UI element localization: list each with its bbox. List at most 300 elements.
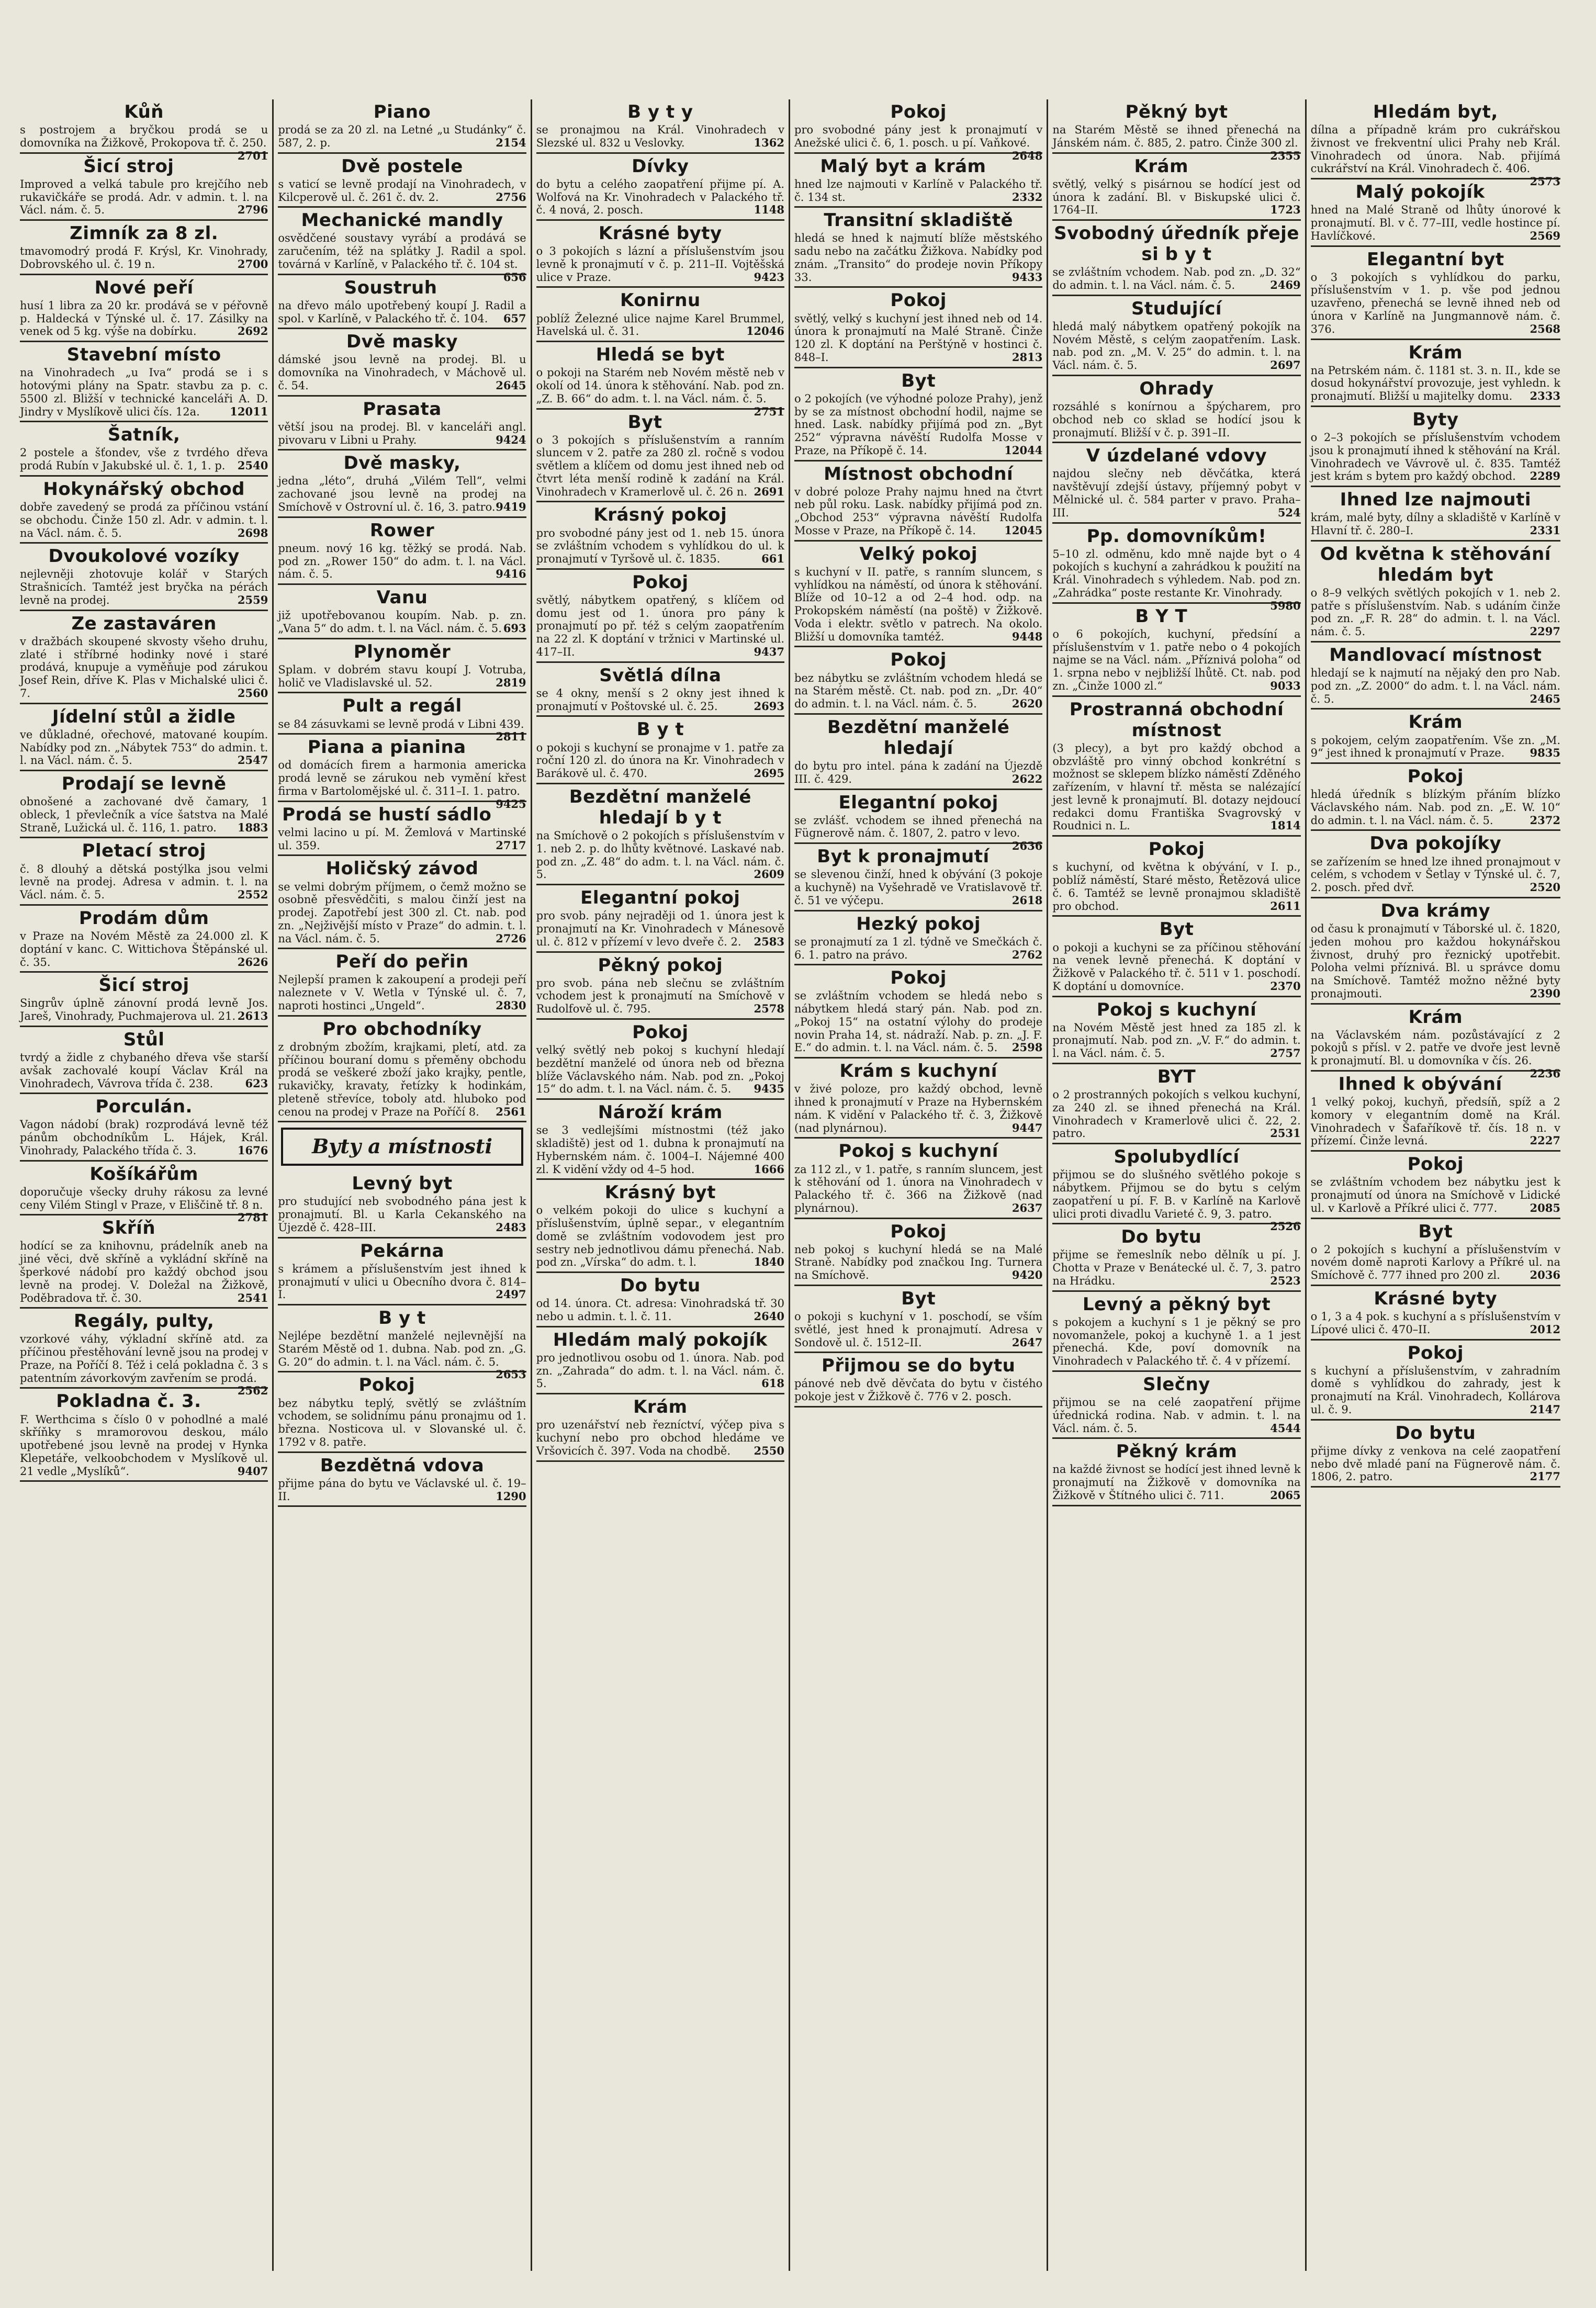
classified-ad [1311,340,1560,407]
classified-ad [20,422,268,477]
ad-text: vzorkové váhy, výkladní skříně atd. za příčinou přestěhování levně jsou na prodej v Praze, na Poříčí 8. Též i celá pokladna č. 3 s patentním závorkovým zavřením se prodá. 2562 [20,1333,268,1398]
ad-text: se zvláštním vchodem se hledá nebo s nábytkem hledá starý pán. Nab. pod zn. „Pokoj 15“ na ostatní výlohy do prodeje novin Praha 14, st. nádraží. Nab. p. zn. „J. F. E.“ do admin. t. l. na Václ. nám. č. 5. 2598 [794,989,1043,1054]
ad-text: ve důkladné, ořechové, matované koupím. Nabídky pod zn. „Nábytek 753“ do admin. t. l. na Václ. nám. č. 5. 2547 [20,728,268,767]
ad-column [790,99,1048,2271]
classified-ad [278,154,526,208]
classified-ad [20,704,268,771]
ad-text: se pronajmutí za 1 zl. týdně ve Smečkách č. 6. 1. patro na právo. 2762 [794,935,1043,961]
ad-number: 2562 [237,1384,268,1398]
ad-text: z drobným zbožím, krajkami, pletí, atd. za příčinou bouraní domu s přeměny obchodu prodá se veškeré zboží jako krajky, pentle, rukavičky, kravaty, řetízky k hodinkám, pleteně střevíce, toboly atd. hluboko pod cenou na prodej v Praze na Poříčí 8. 2561 [278,1040,526,1118]
classified-ad [536,1020,784,1100]
ad-number: 2726 [496,931,526,945]
classified-ad [1052,1372,1300,1439]
ad-text: na každé živnost se hodící jest ihned levně k pronajmutí na Žižkově v domovníka na Žižkově v Štítného ulici č. 711. 2065 [1052,1463,1301,1502]
ad-heading: Pokoj [1148,839,1205,860]
ad-text: světlý, velký s kuchyní jest ihned neb od 14. února k pronajmutí na Malé Straně. Činže 120 zl. K doptání na Perštýně v hostinci č. 848–I. 2813 [794,312,1043,364]
classified-ad [536,1327,784,1394]
ad-heading: Hledám malý pokojík [553,1329,768,1350]
ad-heading: Pult a regál [342,695,462,717]
ad-text: na Novém Městě jest hned za 185 zl. k pronajmutí. Nab. pod zn. „V. F.“ do admin. t. l. na Václ. nám. č. 5. 2757 [1052,1021,1301,1060]
section-banner: Byty a místnosti [281,1128,523,1166]
ad-text: č. 8 dlouhý a dětská postýlka jsou velmi levně na prodej. Adresa v admin. t. l. na Václ. nám. č. 5. 2552 [20,862,268,902]
ad-number: 2578 [754,1002,784,1016]
classified-ad [794,1286,1042,1353]
ad-heading: Transitní skladiště [824,210,1014,231]
ad-text: s pokojem, celým zaopatřením. Vše zn. „M. 9“ jest ihned k pronajmutí v Praze. 9835 [1310,734,1560,760]
ad-text: v živé poloze, pro každý obchod, levně ihned k pronajmutí v Praze na Hybernském nám. K vidění v Palackého tř. č. 3, Žižkově (nad plynárnou). 9447 [794,1083,1043,1134]
ad-text: s kuchyní v II. patře, s ranním sluncem, s vyhlídkou na náměstí, od února k stěhování. Blíže od 10–12 a od 2–4 hod. odp. na Prokopském náměstí (na poště) v Žižkově. Voda i elektr. světlo v patrech. Na okolo. Bližší u domovníka tamtéž. 9448 [794,565,1043,643]
ad-number: 2697 [1270,358,1301,372]
ad-heading: Dvoukolové vozíky [48,546,240,567]
ad-heading: Skříň [102,1218,156,1239]
ad-heading: Hledám byt, [1373,102,1498,122]
ad-heading: Krásné byty [598,223,722,244]
ad-text: pro svobodné pány jest k pronajmutí v Anežské ulici č. 6, 1. posch. u pí. Vaňkové. 2648 [794,123,1043,162]
classified-ad [20,1389,268,1482]
classified-ad [1052,524,1301,612]
ad-number: 2540 [237,459,268,472]
classified-ad [1311,1219,1560,1286]
ad-text: od času k pronajmutí v Táborské ul. č. 1820, jeden mohou pro každou hokynářskou živnost, druhý pro řeznický upotřebit. Poloha velmi příznivá. Bl. u správce domu na Smíchově. Tamtéž možno něžné byty pronajmouti. 2390 [1310,922,1560,1000]
ad-text: s pokojem a kuchyní s 1 je pěkný se pro novomanžele, pokoj a kuchyně 1. a 1 jest přenechá. Kde, poví domovník na Vinohradech v Palackého tř. č. 4 v přízemí. [1052,1315,1301,1368]
ad-heading: Malý pokojík [1355,182,1485,203]
ad-heading: Ihned k obývání [1338,1073,1502,1095]
classified-ad [1311,1341,1560,1421]
ad-number: 661 [761,552,784,566]
ad-number: 1814 [1270,819,1301,832]
ad-text: 1 velký pokoj, kuchyň, předsíň, spíž a 2 komory v elegantním domě na Král. Vinohradech v Šafaříkově tř. čís. 18 n. v přízemí. Činže levná. 2227 [1310,1096,1560,1147]
ad-heading: Piana a pianina [307,737,466,758]
ad-number: 2636 [1011,839,1043,853]
classified-ad [278,99,526,154]
ad-number: 2569 [1530,229,1560,242]
ad-number: 2613 [237,1009,268,1023]
ad-text: prodá se za 20 zl. na Letné „u Studánky“ č. 587, 2. p. 2154 [278,123,526,149]
ad-number: 656 [503,270,526,284]
ad-heading: Pokoj [890,290,947,311]
ad-text: na Petrském nám. č. 1181 st. 3. n. II., kde se dosud hokynářství provozuje, jest vyhledn. k pronajmutí. Bližší u majitelky domu. 2333 [1310,364,1560,403]
classified-ad [1052,154,1300,221]
ad-number: 2483 [496,1220,526,1234]
ad-heading: Prodám dům [78,907,209,929]
classified-ad [278,1017,526,1123]
ad-text: 2 postele a šťondev, vše z tvrdého dřeva prodá Rubín v Jakubské ul. č. 1, 1. p. 2540 [20,446,268,472]
ad-number: 1723 [1270,203,1301,217]
ad-number: 9420 [1011,1268,1043,1282]
ad-text: o velkém pokoji do ulice s kuchyní a příslušenstvím, úplně separ., v elegantním domě se zvláštním vodovodem jest pro sestry neb jednotlivou dámu přenechá. Nab. pod zn. „Vírska“ do adm. t. l. 1840 [536,1204,784,1269]
ad-number: 2561 [496,1105,526,1118]
ad-heading: Piano [373,102,431,122]
ad-number: 2781 [237,1211,268,1224]
ad-heading: Byt [1159,919,1194,940]
ad-text: najdou slečny neb děvčátka, která navštěvují zdejší ústavy, příjemný pobyt v Mělnické ul. č. 584 parter v pravo. Praha–III. 524 [1052,467,1301,519]
ad-heading: Peří do peřin [335,951,469,973]
ad-heading: Levný byt [352,1173,453,1195]
page-edge-strip [1575,99,1596,518]
ad-number: 1290 [496,1489,526,1503]
ad-number: 2227 [1530,1134,1560,1147]
classified-ad [794,208,1042,288]
ad-heading: Pokoj [890,649,947,671]
ad-number: 2541 [237,1291,268,1304]
ad-number: 2813 [1011,350,1043,364]
classified-ad [536,1180,784,1273]
ad-text: světlý, nábytkem opatřený, s klíčem od domu jest od 1. února pro pány k pronajmutí po př. též s celým zaopatřením na 22 zl. K doptání v tržnici v Martinské ul. 417–II. 9437 [536,593,784,659]
classified-ad [278,1372,526,1453]
classified-ad [794,965,1042,1059]
classified-ad [278,639,526,694]
ad-text: o 3 pokojích s příslušenstvím a ranním sluncem v 2. patře za 280 zl. ročně s vodou světlem a klíčem od domu jest ihned neb od čtvrt léta menší rodině k zadání na Král. Vinohradech v Kramerlově ul. č. 26 n. 2691 [536,433,784,498]
ad-text: rozsáhlé s konírnou a špýcharem, pro obchod neb co sklad se hodící jsou k pronajmutí. Bližší v č. p. 391–II. [1052,400,1301,439]
ad-heading: Dva krámy [1380,900,1491,921]
ad-number: 2372 [1530,813,1560,827]
ad-heading: V úzdelané vdovy [1086,445,1267,467]
ad-text: se 3 vedlejšími místnostmi (též jako skladiště) jest od 1. dubna k pronajmutí na Hybernském nám. č. 1004–I. Nájemné 400 zl. K vidění vždy od 4–5 hod. 1666 [536,1124,784,1176]
ad-number: 2520 [1530,881,1560,894]
ad-heading: Pokoj [632,571,689,593]
ad-number: 12011 [230,404,268,418]
classified-ad [1052,376,1300,443]
ad-text: se zvláštním vchodem. Nab. pod zn. „D. 32“ do admin. t. l. na Václ. nám. č. 5. 2469 [1052,266,1301,292]
classified-ad [278,802,526,857]
ad-text: již upotřebovanou koupím. Nab. p. zn. „Vana 5“ do adm. t. l. na Václ. nám. č. 5. 693 [278,609,526,635]
ad-heading: BYT [1157,1066,1196,1087]
classified-ad [794,1353,1042,1408]
classified-ad [794,790,1043,853]
ad-text: do bytu a celého zaopatření přijme pí. A. Wolfová na Kr. Vinohradech v Palackého tř. č. 4 nová, 2. posch. 1148 [536,177,784,217]
ad-number: 2756 [496,190,526,204]
classified-ad [1052,1292,1300,1372]
classified-ad [1052,697,1300,837]
ad-text: dílna a případně krám pro cukrářskou živnost ve frekventní ulici Prahy neb Král. Vinohradech od února. Nab. přijímá cukrářství na Král. Vinohradech č. 406. 2573 [1310,123,1560,188]
ad-number: 2622 [1011,772,1043,785]
classified-ad [278,275,526,330]
classified-ad [20,342,268,422]
ad-heading: B y t [378,1308,426,1329]
ad-heading: Byt [1418,1221,1453,1242]
ad-text: o 1, 3 a 4 pok. s kuchyní a s příslušenstvím v Lípové ulici č. 470–II. 2012 [1310,1310,1560,1336]
ad-number: 2331 [1530,523,1560,537]
ad-text: na dřevo málo upotřebený koupí J. Radil a spol. v Karlíně, v Palackého tř. č. 104. 657 [278,299,526,325]
ad-heading: Dívky [632,155,689,177]
ad-number: 2701 [237,149,268,162]
ad-number: 1666 [754,1162,784,1176]
ad-number: 2560 [237,686,268,700]
ad-heading: Dva pokojíky [1369,833,1502,854]
classified-ad [794,99,1043,162]
ad-heading: Místnost obchodní [824,463,1014,485]
ad-number: 2819 [496,675,526,689]
ad-heading: Konirnu [620,290,701,311]
classified-ad [1052,604,1300,697]
ad-number: 618 [761,1377,784,1390]
classified-ad [794,542,1042,648]
ad-heading: Krásný byt [604,1182,716,1203]
ad-heading: Porculán. [95,1096,193,1118]
ad-heading: Světlá dílna [599,665,722,686]
classified-ad [536,885,784,952]
ad-number: 9425 [496,797,526,810]
ad-text: o 2 pokojích (ve výhodné poloze Prahy), jenž by se za místnost obchodní hodil, najme se hned. Lask. nabídky přijímá pod zn. „Byt 252“ výpravna návěští Rudolfa Mosse v Praze, na Příkopě č. 14. 12044 [794,392,1043,457]
ad-heading: Pokoj [890,1221,947,1242]
ad-number: 9448 [1011,629,1043,643]
ad-number: 2355 [1270,149,1301,162]
ad-number: 2626 [237,955,268,969]
ad-text: hned na Malé Straně od lhůty únorové k pronajmutí. Bl. v č. 77–III, vedle hostince pí. Havlíčkové. 2569 [1310,204,1560,242]
ad-number: 2695 [754,767,784,780]
ad-heading: Hezký pokoj [856,913,981,935]
classified-ad [20,1162,268,1224]
ad-heading: Velký pokoj [859,543,977,565]
classified-ad [536,717,784,784]
ad-heading: Byt [627,411,662,433]
classified-ad [1052,917,1300,997]
ad-text: s kuchyní, od května k obývání, v I. p., poblíž náměstí, Staré město, Řetězová ulice č. 6. Tamtéž se levně pronajmou skladiště pro obchod. 2611 [1052,861,1301,913]
ad-heading: Krásný pokoj [593,504,727,526]
classified-ad [794,154,1042,208]
ad-text: hledá se hned k najmutí blíže městského sadu nebo na začátku Žižkova. Nabídky pod znám. „Transito“ do prodeje novin Příkopy 33. 9433 [794,232,1043,284]
classified-ad [1052,1439,1300,1506]
ad-text: světlý, velký s pisárnou se hodící jest od února k zadání. Bl. v Biskupské ulici č. 1764–II. 1723 [1052,177,1301,217]
ad-heading: Krám [1408,712,1463,733]
classified-ad [536,784,784,885]
ad-text: Splam. v dobrém stavu koupí J. Votruba, holič ve Vladislavské ul. 52. 2819 [278,663,526,689]
ad-text: o 2 pokojích s kuchyní a příslušenstvím v novém domě naproti Karlovy a Příkré ul. na Smíchově č. 777 ihned pro 200 zl. 2036 [1310,1243,1560,1282]
ad-number: 2700 [237,257,268,271]
ad-text: obnošené a zachované dvě čamary, 1 obleck, 1 převlečník a více šatstva na Malé Straně, Lužická ul. č. 116, 1. patro. 1883 [20,795,268,834]
ad-heading: Pokoj [1407,766,1464,787]
ad-heading: Pletací stroj [82,840,206,862]
ad-heading: Krám s kuchyní [839,1061,997,1082]
classified-ad [1052,837,1300,917]
ad-text: na Vinohradech „u Iva“ prodá se i s hotovými plány na Spatr. stavbu za p. c. 5500 zl. Bližší v technické kanceláři A. D. Jindry v Myslíkově ulici čís. 12a. 12011 [20,366,268,418]
ad-heading: Od května k stěhování hledám byt [1320,543,1551,586]
ad-column [16,99,274,2271]
ad-text: o 6 pokojích, kuchyní, předsíní a příslušenstvím v 1. patře nebo o 4 pokojích najme se na Václ. nám. „Příznivá poloha“ od 1. srpna nebo v nejbližší lhůtě. Ct. nab. pod zn. „Činže 1000 zl.“ 9033 [1052,627,1301,692]
ad-heading: Plynoměr [353,641,451,662]
classified-ad [536,410,784,503]
classified-ad [1052,1144,1301,1233]
ad-number: 2692 [237,324,268,338]
ad-number: 2796 [237,203,268,217]
classified-ad [278,451,526,517]
ad-text: hodící se za knihovnu, prádelník aneb na jiné věci, dvě skříně a vykládní skříně na šperkové nádobí pro každý obchod jsou levně na prodej. V. Doležal na Žižkově, Poděbradova tř. č. 30. 2541 [20,1240,268,1304]
ad-number: 2653 [496,1368,526,1381]
ad-number: 1676 [237,1143,268,1157]
ad-number: 2177 [1530,1470,1560,1483]
ad-heading: Zimník za 8 zl. [70,223,219,244]
ad-number: 1148 [754,203,784,217]
ad-heading: Levný a pěkný byt [1082,1293,1271,1315]
ad-text: pánové neb dvě děvčata do bytu v čistého pokoje jest v Žižkově č. 776 v 2. posch. [794,1377,1043,1403]
ad-heading: Pěkný byt [1125,102,1228,122]
ad-text: husí 1 libra za 20 kr. prodává se v péřovně p. Haldecká v Týnské ul. č. 17. Zásilky na venek od 5 kg. výše na dobírku. 2692 [20,299,268,338]
classified-ad [278,518,526,585]
ad-number: 2550 [754,1444,784,1457]
classified-ad [1311,542,1560,643]
classified-ad [536,1394,784,1461]
classified-ad [794,1059,1042,1139]
classified-ad [794,911,1042,966]
ad-number: 2609 [754,868,784,881]
ad-text: bez nábytku se zvláštním vchodem hledá se na Starém městě. Ct. nab. pod zn. „Dr. 40“ do admin. t. l. na Václ. nám. č. 5. 2620 [794,671,1043,711]
ad-text: Vagon nádobí (brak) rozprodává levně též pánům obchodníkům L. Hájek, Král. Vinohrady, Palackého třída č. 3. 1676 [20,1118,268,1157]
ad-number: 2618 [1011,893,1043,907]
ad-text: pro jednotlivou osobu od 1. února. Nab. pod zn. „Zahrada“ do adm. t. l. na Václ. nám. č. 5. 618 [536,1351,784,1390]
ad-number: 12044 [1004,443,1043,457]
classified-ad [278,949,526,1016]
classified-ad [278,329,526,396]
ad-number: 2568 [1530,322,1560,335]
ad-heading: Prodá se hustí sádlo [282,804,492,825]
ad-column [1048,99,1306,2271]
ad-heading: Elegantní pokoj [580,887,740,909]
ad-number: 2698 [237,526,268,539]
classified-ad [20,544,268,611]
classified-ad [794,715,1042,790]
ad-text: o 3 pokojích s lázní a příslušenstvím jsou levně k pronajmutí v č. p. 211–II. Vojtěšská ulice v Praze. 9423 [536,245,784,284]
ad-number: 2620 [1011,697,1043,711]
classified-ad [20,838,268,905]
classified-ad [536,502,784,569]
classified-ad [794,647,1042,714]
ad-number: 2637 [1011,1201,1043,1214]
classified-ad [536,953,784,1020]
ad-heading: Byt [901,1288,936,1309]
ad-number: 9447 [1011,1121,1043,1134]
ad-text: se pronajmou na Král. Vinohradech v Slezské ul. 832 u Veslovky. 1362 [536,123,784,149]
ad-number: 2691 [754,485,784,498]
ad-text: se 4 okny, menší s 2 okny jest ihned k pronajmutí v Poštovské ul. č. 25. 2693 [536,686,784,713]
ad-heading: Krám [1134,155,1189,177]
classified-ad [20,771,268,838]
ad-text: pro svob. pána neb slečnu se zvláštním vchodem jest k pronajmutí na Smíchově v Rudolfově ul. č. 795. 2578 [536,976,784,1016]
ad-text: se zvlášť. vchodem se ihned přenechá na Fügnerově nám. č. 1807, 2. patro v levo. 2636 [794,814,1043,853]
ad-column [532,99,790,2271]
ad-heading: Stůl [123,1029,165,1050]
ad-heading: Ohrady [1139,378,1214,399]
classified-ad [1052,1064,1300,1144]
ad-column [1307,99,1565,2271]
ad-number: 2552 [237,888,268,902]
ad-text: přijme pána do bytu ve Václavské ul. č. 19–II. 1290 [278,1477,526,1503]
classified-ad [536,99,784,154]
ad-heading: Krám [633,1397,688,1418]
ad-heading: Do bytu [1395,1422,1476,1444]
ad-heading: Pro obchodníky [322,1018,482,1040]
ad-number: 2370 [1270,979,1301,993]
ad-text: se 84 zásuvkami se levně prodá v Libni 439. 2811 [278,717,526,744]
classified-ad [20,221,268,275]
ad-number: 12045 [1004,523,1043,537]
ad-text: Nejlépe bezdětní manželé nejlevnější na Starém Městě od 1. dubna. Nab. pod zn. „G. G. 20“ do admin. t. l. na Václ. nám. č. 5. 2653 [278,1330,526,1381]
classified-ad [794,368,1042,461]
ad-text: přijme se řemeslník nebo dělník u pí. J. Chotta v Praze v Benátecké ul. č. 7, 3. patro na Hrádku. 2523 [1052,1248,1301,1287]
ad-heading: Prasata [363,398,442,420]
classified-ad [536,570,784,663]
ad-heading: Pokoj [632,1021,689,1043]
ad-text: o pokoji a kuchyni se za příčinou stěhování na venek levně přenechá. K doptání v Žižkově v Palackého tř. č. 511 v 1. poschodí. K doptání u domovníce. 2370 [1052,941,1301,993]
ad-text: velký světlý neb pokoj s kuchyní hledají bezdětní manželé od února neb od března blíže Václavského nám. Nab. pod zn. „Pokoj 15“ do adm. t. l. na Václ. nám. č. 5. 9435 [536,1044,784,1096]
ad-text: se velmi dobrým příjmem, o čemž možno se osobně přesvědčiti, s malou činží jest na prodej. Zapotřebí jest 300 zl. Ct. nab. pod zn. „Nejživější místo v Praze“ do admin. t. l. na Václ. nám. č. 5. 2726 [278,880,526,945]
ad-heading: Krám [1408,1006,1463,1028]
ad-number: 2469 [1270,278,1301,292]
ad-heading: Pěkný pokoj [598,954,723,976]
ad-heading: Do bytu [1121,1226,1202,1248]
ad-number: 524 [1277,505,1301,519]
ad-heading: Byty [1412,409,1459,430]
ad-text: přijme dívky z venkova na celé zaopatření nebo dvě mladé paní na Fügnerově nám. č. 1806, 2. patro. 2177 [1310,1444,1560,1483]
ad-heading: Krám [1408,342,1463,363]
ad-text: neb pokoj s kuchyní hledá se na Malé Straně. Nabídky pod značkou Ing. Turnera na Smíchově. 9420 [794,1243,1043,1282]
classified-ad [20,1027,268,1094]
ad-number: 693 [503,622,526,635]
ad-columns [16,99,1565,2271]
classified-ad [1052,1224,1300,1291]
ad-heading: Pekárna [360,1240,444,1262]
ad-number: 2811 [496,730,526,744]
ad-text: krám, malé byty, dílny a skladiště v Karlíně v Hlavní tř. č. 280–I. 2331 [1310,511,1560,537]
ad-text: s postrojem a bryčkou prodá se u domovníka na Žižkově, Prokopova tř. č. 250. 2701 [20,123,268,162]
ad-text: hledají se k najmutí na nějaký den pro Nab. pod zn. „Z. 2000“ do adm. t. l. na Václ. nám. č. 5. 2465 [1310,667,1560,705]
ad-heading: Jídelní stůl a židle [52,706,236,727]
ad-text: poblíž Železné ulice najme Karel Brummel, Havelská ul. č. 31. 12046 [536,312,784,338]
ad-heading: Bezdětní manželé hledají b y t [569,786,751,828]
ad-number: 2526 [1270,1220,1301,1233]
ad-heading: Nároží krám [598,1102,723,1123]
ad-heading: Dvě postele [341,155,463,177]
ad-text: o pokoji na Starém neb Novém městě neb v okolí od 14. února k stěhování. Nab. pod zn. „Z. B. 66“ do adm. t. l. na Václ. nám. č. 5. 2751 [536,366,784,418]
ad-number: 2830 [496,998,526,1012]
ad-heading: Vanu [376,587,428,609]
ad-heading: Elegantní pokoj [838,792,998,813]
ad-heading: Pokoj [890,967,947,989]
classified-ad [1311,1072,1560,1152]
classified-ad [794,1219,1042,1286]
ad-text: pro studující neb svobodného pána jest k pronajmutí. Bl. u Karla Cekanského na Újezdě č. 428–III. 2483 [278,1195,526,1234]
ad-heading: Krásné byty [1374,1288,1498,1309]
ad-number: 2036 [1530,1268,1560,1282]
classified-ad [278,693,526,744]
ad-number: 1883 [237,820,268,834]
ad-number: 9437 [754,645,784,659]
ad-number: 2559 [237,593,268,606]
ad-text: hledá malý nábytkem opatřený pokojík na Novém Městě, s celým zaopatřením. Lask. nab. pod zn. „M. V. 25“ do admin. t. l. na Václ. nám. č. 5. 2697 [1052,320,1301,372]
ad-heading: Mandlovací místnost [1329,645,1542,666]
ad-number: 12046 [746,324,784,338]
ad-heading: Ze zastaváren [71,613,217,634]
classified-ad [536,288,784,342]
ad-text: Improved a velká tabule pro krejčího neb rukavičkáře se prodá. Adr. v admin. t. l. na Václ. nám. č. 5. 2796 [20,177,268,217]
ad-text: na Smíchově o 2 pokojích s příslušenstvím v 1. neb 2. p. do lhůty květnové. Laskavé nab. pod zn. „Z. 48“ do adm. t. l. na Václ. nám. č. 5. 2609 [536,829,784,881]
ad-heading: Kůň [124,102,164,122]
ad-heading: Slečny [1143,1373,1210,1395]
ad-number: 2573 [1530,175,1560,188]
ad-heading: B Y T [1135,605,1188,627]
ad-text: Singrův úplně zánovní prodá levně Jos. Jareš, Vinohrady, Puchmajerova ul. 21. 2613 [20,997,268,1023]
classified-ad [1052,296,1300,376]
ad-text: o 3 pokojích s vyhlídkou do parku, příslušenstvím v 1. p. vše pod jednou uzavřeno, přenechá se levně ihned neb od února v Karlíně na Jungmannově nám. č. 376. 2568 [1310,271,1560,335]
ad-text: pro uzenářství neb řezníctví, výčep piva s kuchyní nebo pro obchod hledáme ve Vršovicích č. 397. Voda na chodbě. 2550 [536,1418,784,1457]
ad-number: 2762 [1011,948,1043,961]
ad-heading: Hokynářský obchod [43,478,245,500]
classified-ad [278,1305,526,1381]
classified-ad [1311,898,1560,1005]
classified-ad [278,856,526,949]
classified-ad [1052,443,1300,523]
ad-heading: Spolubydlící [1114,1146,1240,1168]
ad-number: 2390 [1530,986,1560,1000]
